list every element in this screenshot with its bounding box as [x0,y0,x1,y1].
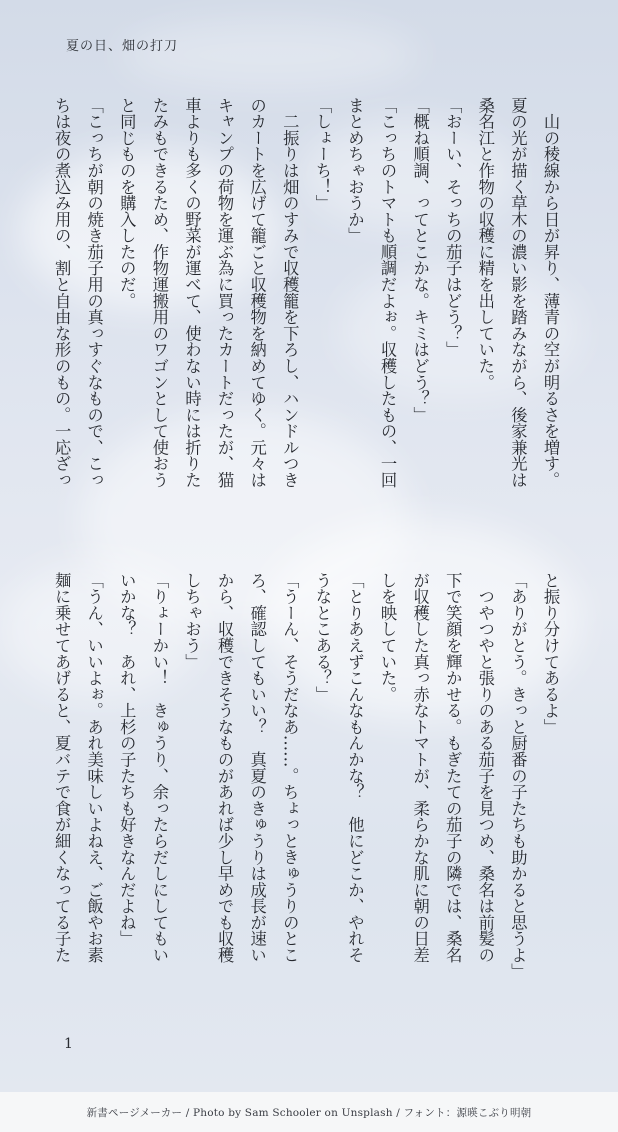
text-line: 「こっちが朝の焼き茄子用の真っすぐなもので、こっ [84,97,104,488]
text-line: 「ありがとう。きっと厨番の子たちも助かると思うよ」 [508,572,528,980]
upper-text-block [52,97,566,527]
text-line: 「とりあえずこんなもんかな？ 他にどこか、やれそ [345,572,365,963]
credits-footer [0,1092,618,1132]
text-line: 「りょーかい！ きゅうり、余ったらだしにしてもい [149,572,169,963]
text-line: キャンプの荷物を運ぶ為に買ったカートだったが、猫 [215,97,235,488]
text-line: ろ、確認してもいい？ 真夏のきゅうりは成長が速い [247,572,267,963]
text-line: うなとこある？」 [312,572,332,703]
text-line: つやつやと張りのある茄子を見つめ、桑名は前髪の [475,572,495,963]
text-line: 「概ね順調、ってとこかな。キミはどう？」 [410,97,430,423]
text-line: 「こっちのトマトも順調だよぉ。収穫したもの、一回 [378,97,398,488]
text-line: 車よりも多くの野菜が運べて、使わない時には折りた [182,97,202,488]
lower-text-block [52,572,566,1002]
text-line: まとめちゃおうか」 [345,97,365,244]
book-title: 夏の日、畑の打刀 [66,39,179,54]
credits-text: 新書ページメーカー / Photo by Sam Schooler on Unsplash / フォント：源暎こぶり明朝 [86,1106,532,1119]
text-line: から、収穫できそうなものがあれば少し早めでも収穫 [215,572,235,963]
text-line: と同じものを購入したのだ。 [117,97,137,309]
page-number: 1 [64,1036,73,1052]
text-line: 夏の光が描く草木の濃い影を踏みながら、後家兼光は [508,97,528,488]
text-line: 二振りは畑のすみで収穫籠を下ろし、ハンドルつき [280,97,300,488]
text-line: が収穫した真っ赤なトマトが、柔らかな肌に朝の日差 [410,572,430,963]
text-line: いかな？ あれ、上杉の子たちも好きなんだよね」 [117,572,137,947]
text-line: 「うん、いいよぉ。あれ美味しいよねえ、ご飯やお素 [84,572,104,963]
text-line: 「しょーち！」 [312,97,332,212]
text-line: 「うーん、そうだなあ……。ちょっときゅうりのとこ [280,572,300,963]
text-line: たみもできるため、作物運搬用のワゴンとして使おう [149,97,169,488]
text-line: しちゃおう」 [182,572,202,670]
text-line: 桑名江と作物の収穫に精を出していた。 [475,97,495,391]
text-line: と振り分けてあるよ」 [541,572,560,735]
text-line: ちは夜の煮込み用の、割と自由な形のもの。一応ざっ [52,97,72,488]
text-line: 麺に乗せてあげると、夏バテで食が細くなってる子た [52,572,72,963]
text-line: のカートを広げて籠ごと収穫物を納めてゆく。元々は [247,97,267,488]
cloud-background [120,20,420,90]
text-line: 下で笑顔を輝かせる。もぎたての茄子の隣では、桑名 [443,572,463,963]
text-line: 山の稜線から日が昇り、薄青の空が明るさを増す。 [541,97,560,488]
text-line: しを映していた。 [378,572,398,703]
text-line: 「おーい、そっちの茄子はどう？」 [443,97,463,358]
